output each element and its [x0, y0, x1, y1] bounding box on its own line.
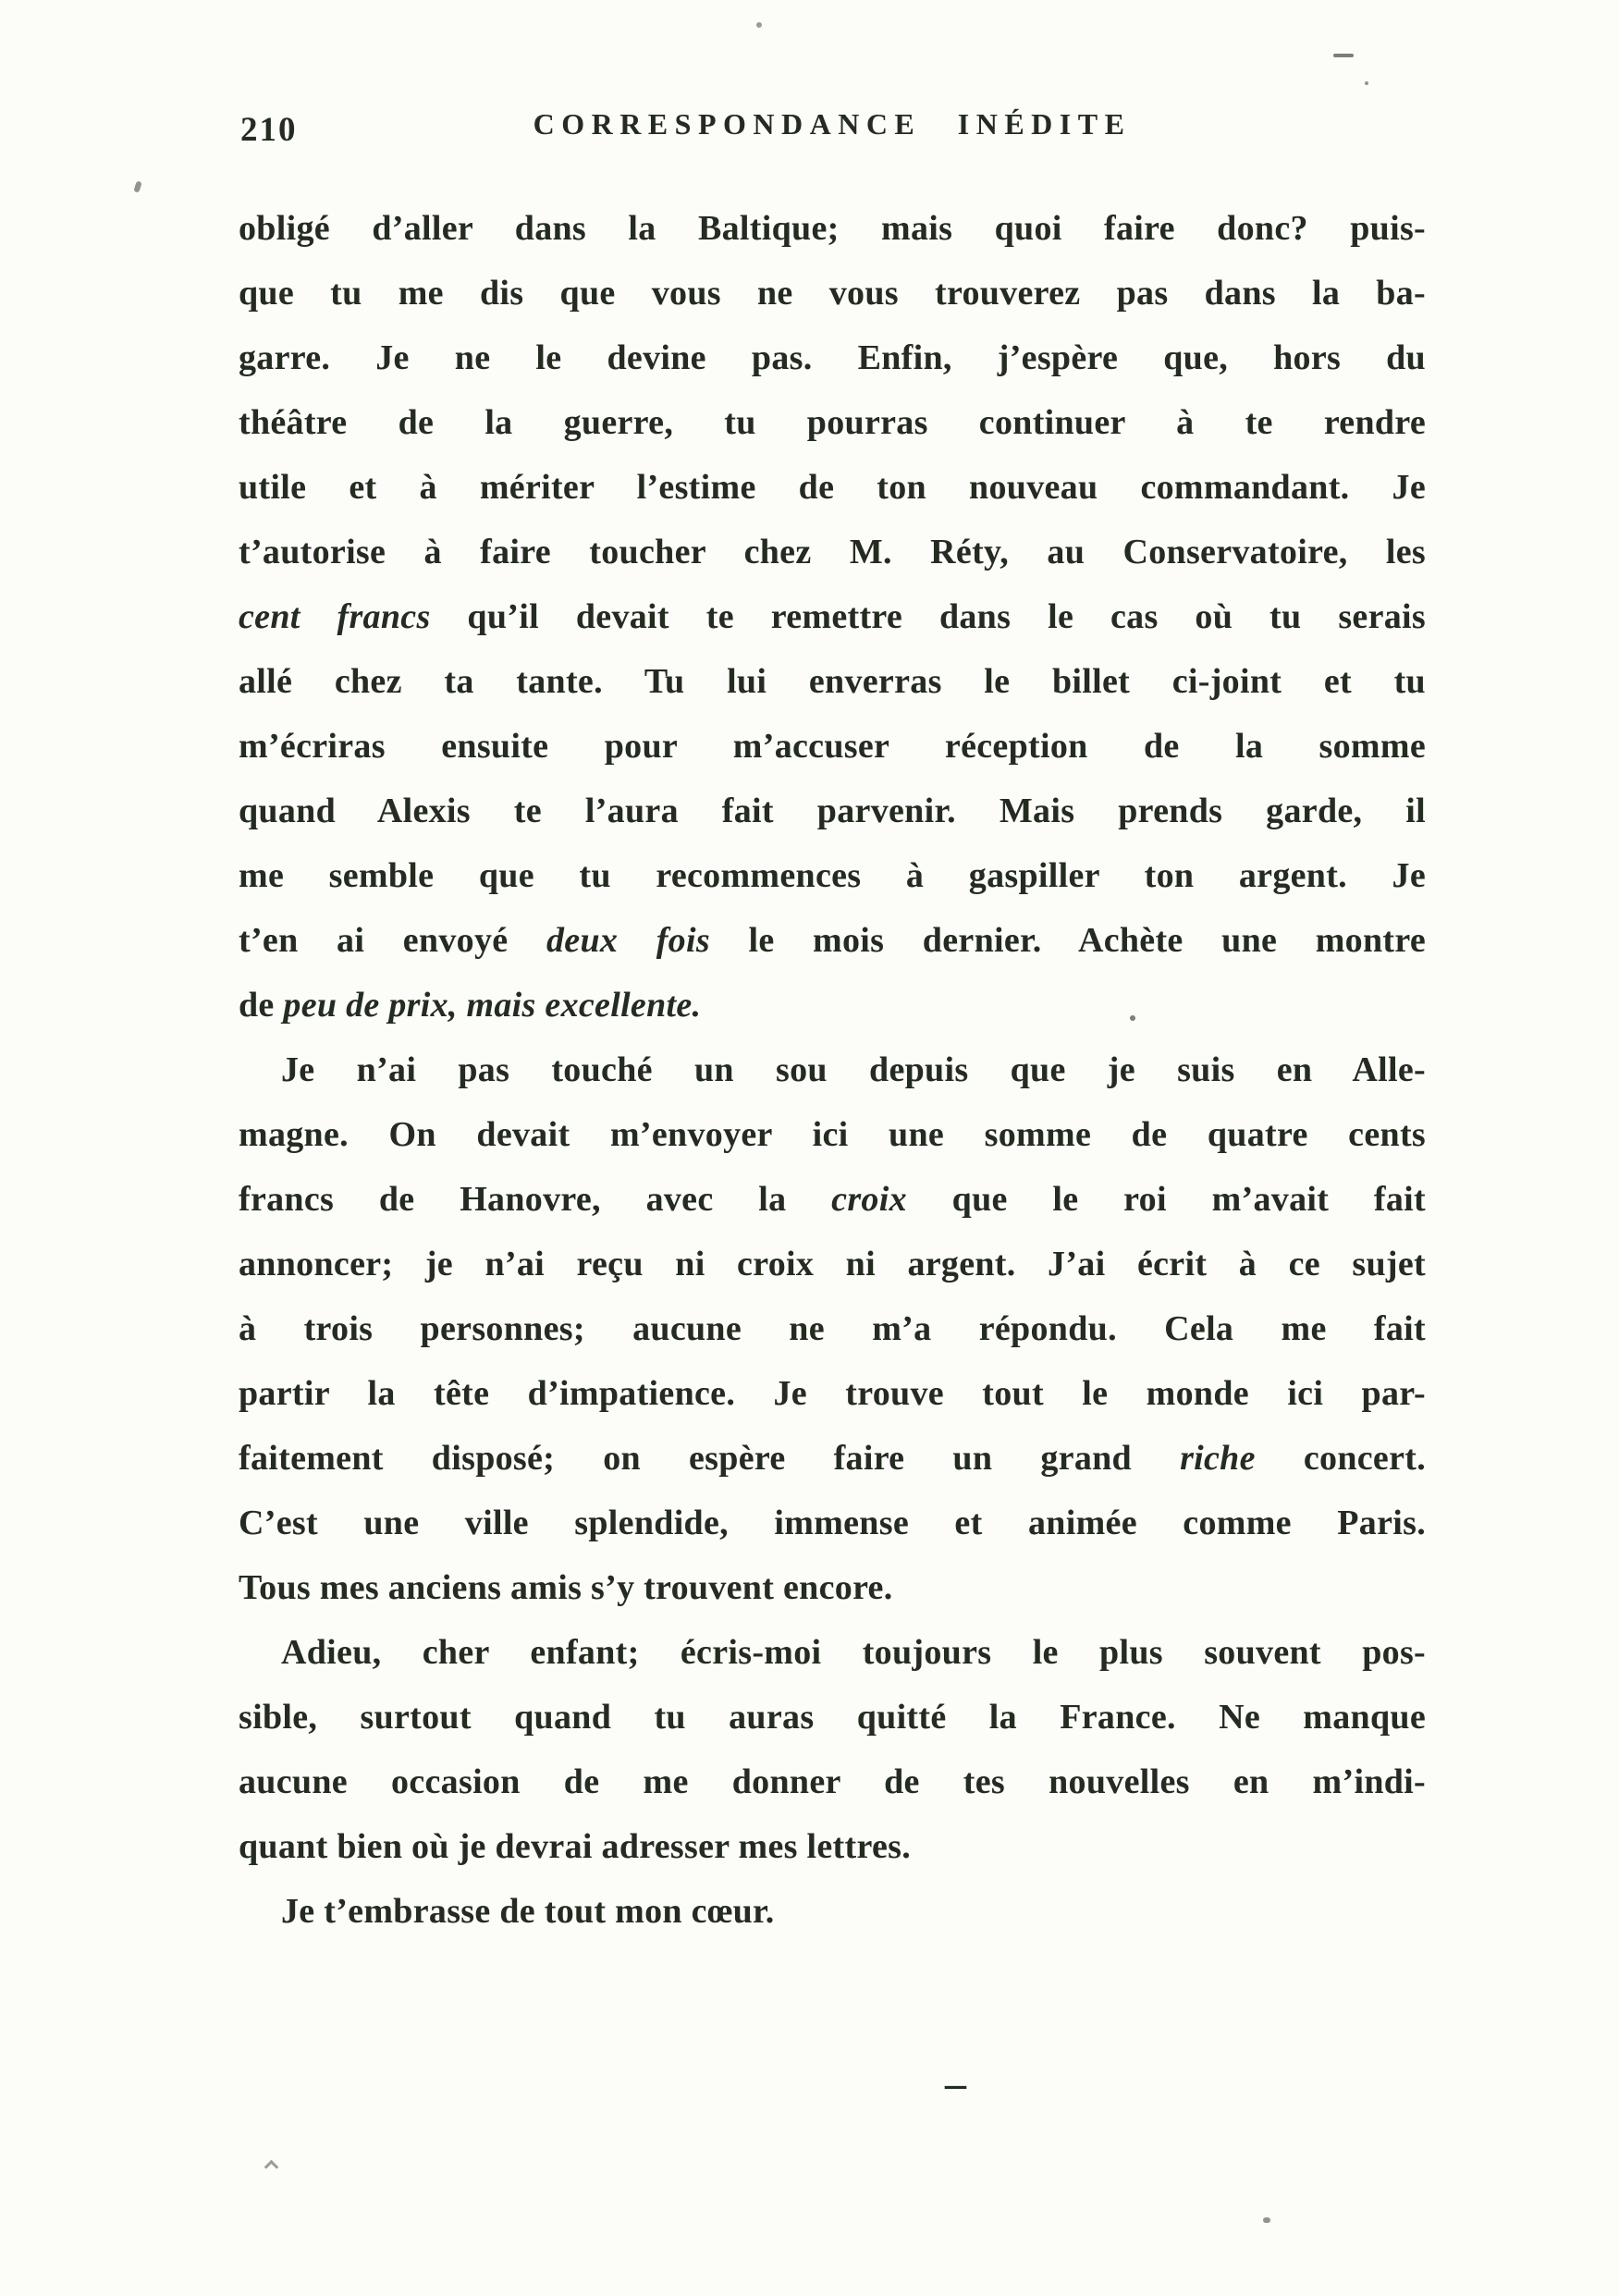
paragraph [239, 1037, 1426, 1620]
text-line [239, 1491, 1426, 1555]
text-segment: de [239, 986, 284, 1025]
italic-text: riche [1180, 1439, 1256, 1478]
text-line [239, 714, 1426, 779]
text-segment: partir la tête d’impatience. Je trouve tout le monde ici par- [239, 1374, 1426, 1413]
scan-artifact-speck [133, 180, 141, 192]
page-header [239, 107, 1426, 149]
text-segment: le mois dernier. Achète une montre [709, 921, 1426, 960]
text-line [239, 973, 1426, 1037]
text-line [239, 196, 1426, 261]
text-line [239, 779, 1426, 843]
text-segment: quand Alexis te l’aura fait parvenir. Mais prends garde, il [239, 792, 1426, 830]
text-segment: aucune occasion de me donner de tes nouvelles en m’indi- [239, 1762, 1426, 1801]
text-line [239, 520, 1426, 584]
text-segment: Je t’embrasse de tout mon cœur. [281, 1892, 775, 1931]
text-segment: t’autorise à faire toucher chez M. Réty, au Conservatoire, les [239, 533, 1426, 571]
text-line [239, 1814, 1426, 1879]
text-line [239, 1685, 1426, 1750]
text-line [239, 1296, 1426, 1361]
body-text [239, 196, 1426, 1944]
text-line [239, 1555, 1426, 1620]
text-line [239, 455, 1426, 520]
paragraph [239, 196, 1426, 1037]
text-line [239, 1037, 1426, 1102]
text-segment: Tous mes anciens amis s’y trouvent encore. [239, 1568, 893, 1607]
italic-text: deux fois [546, 921, 710, 960]
text-line [239, 584, 1426, 649]
text-segment: magne. On devait m’envoyer ici une somme de quatre cents [239, 1115, 1426, 1154]
scan-artifact-dot [1130, 1015, 1135, 1021]
text-segment: francs de Hanovre, avec la [239, 1180, 832, 1219]
text-segment: Adieu, cher enfant; écris-moi toujours le plus souvent pos- [281, 1633, 1426, 1672]
text-segment: à trois personnes; aucune ne m’a répondu. Cela me fait [239, 1309, 1426, 1348]
scan-artifact-dash [1333, 54, 1354, 57]
text-segment: obligé d’aller dans la Baltique; mais quoi faire donc? puis- [239, 209, 1426, 248]
running-title: CORRESPONDANCE INÉDITE [533, 107, 1132, 141]
scan-artifact-dot [1365, 81, 1368, 85]
italic-text: peu de prix, mais excellente. [283, 986, 702, 1025]
text-line [239, 390, 1426, 455]
paragraph [239, 1879, 1426, 1944]
text-segment: concert. [1255, 1439, 1427, 1478]
paragraph [239, 1620, 1426, 1879]
text-segment: me semble que tu recommences à gaspiller ton argent. Je [239, 856, 1426, 895]
text-line [239, 1750, 1426, 1814]
text-segment: théâtre de la guerre, tu pourras continuer à te rendre [239, 403, 1426, 442]
text-segment: faitement disposé; on espère faire un grand [239, 1439, 1181, 1478]
text-segment: quant bien où je devrai adresser mes lettres. [239, 1827, 912, 1866]
text-line [239, 1620, 1426, 1685]
text-segment: garre. Je ne le devine pas. Enfin, j’espère que, hors du [239, 338, 1426, 377]
text-segment: qu’il devait te remettre dans le cas où tu serais [430, 597, 1426, 636]
scan-artifact-dot [756, 22, 762, 28]
text-line [239, 1102, 1426, 1167]
text-segment: sible, surtout quand tu auras quitté la France. Ne manque [239, 1698, 1426, 1737]
text-segment: t’en ai envoyé [239, 921, 546, 960]
text-line [239, 1232, 1426, 1296]
text-line [239, 325, 1426, 390]
text-segment: que le roi m’avait fait [906, 1180, 1426, 1219]
scan-artifact-caret [264, 2160, 279, 2175]
text-segment: que tu me dis que vous ne vous trouverez pas dans la ba- [239, 274, 1426, 313]
text-line [239, 649, 1426, 714]
text-segment: m’écriras ensuite pour m’accuser réception de la somme [239, 727, 1426, 766]
text-line [239, 843, 1426, 908]
footer-mark: – [945, 2059, 966, 2106]
text-segment: allé chez ta tante. Tu lui enverras le billet ci-joint et tu [239, 662, 1426, 701]
text-line [239, 261, 1426, 325]
text-line [239, 908, 1426, 973]
text-line [239, 1879, 1426, 1944]
text-line [239, 1167, 1426, 1232]
text-segment: annoncer; je n’ai reçu ni croix ni argent. J’ai écrit à ce sujet [239, 1245, 1426, 1283]
text-segment: Je n’ai pas touché un sou depuis que je suis en Alle- [281, 1050, 1426, 1089]
text-line [239, 1361, 1426, 1426]
text-segment: utile et à mériter l’estime de ton nouveau commandant. Je [239, 468, 1426, 507]
page-number: 210 [240, 111, 298, 149]
text-segment: C’est une ville splendide, immense et animée comme Paris. [239, 1504, 1426, 1542]
italic-text: croix [831, 1180, 907, 1219]
scan-artifact-speck [1263, 2217, 1270, 2223]
text-line [239, 1426, 1426, 1491]
italic-text: cent francs [239, 597, 431, 636]
